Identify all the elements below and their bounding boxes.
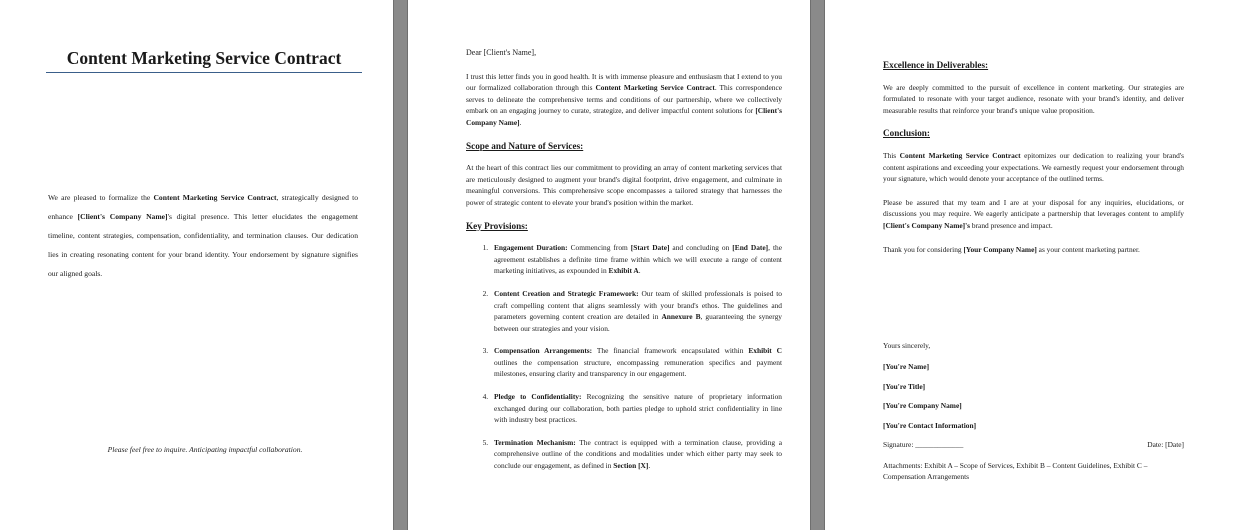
list-item: 4. Pledge to Confidentiality: Recognizing the sensitive nature of proprietary information exchanged during our collaboration, both parties pledge to uphold strict confidentiality in line with industry best practices.: [490, 391, 782, 426]
list-item: 3. Compensation Arrangements: The financial framework encapsulated within Exhibit C outlines the compensation structure, encompassing remuneration specifics and payment milestones, ensuring clarity and transparency in our engagement.: [490, 345, 782, 380]
excellence-heading: Excellence in Deliverables:: [883, 60, 989, 70]
salutation: Dear [Client's Name],: [466, 48, 537, 57]
attachments-note: Attachments: Exhibit A – Scope of Services, Exhibit B – Content Guidelines, Exhibit C – Compensation Arrangements: [883, 461, 1148, 481]
sender-company: [You're Company Name]: [883, 401, 962, 410]
page-3: [825, 0, 1244, 530]
scope-heading: Scope and Nature of Services:: [466, 140, 584, 151]
signature-line: Signature: _____________: [883, 440, 964, 449]
closing-salutation: Yours sincerely,: [883, 341, 931, 350]
scope-paragraph: At the heart of this contract lies our commitment to providing an array of content marketing services that are meticulously designed to augment your brand's digital footprint, drive engagement, and culminate in meaningful conversions. This comprehensive scope encompasses a tailored strategy that harnesses the power of strategic content to elevate your brand's position within the market.: [466, 163, 782, 207]
provisions-list: [466, 242, 782, 472]
sender-contact: [You're Contact Information]: [883, 420, 977, 430]
conclusion-paragraph-1: This Content Marketing Service Contract epitomizes our dedication to realizing your brand's content aspirations and exceeding your expectations. We earnestly request your endorsement through your signature, which would denote your acceptance of the outlined terms.: [883, 150, 1184, 184]
document-title: Content Marketing Service Contract: [46, 48, 362, 73]
list-item: 2. Content Creation and Strategic Framework: Our team of skilled professionals is poised to craft compelling content that aligns seamlessly with your brand's ethos. The guidelines and parameters governing content creation are detailed in Annexure B, guaranteeing the synergy between our strategies and your vision.: [490, 288, 782, 334]
closing-note: Please feel free to inquire. Anticipating impactful collaboration.: [107, 445, 303, 454]
conclusion-paragraph-2: Please be assured that my team and I are at your disposal for any inquiries, elucidations, or discussions you may require. We eagerly anticipate a partnership that leverages content to amplify [Client's Company Name]'s brand presence and impact.: [883, 197, 1184, 230]
signature-date-row: [883, 439, 1184, 450]
provisions-heading: Key Provisions:: [466, 220, 528, 231]
conclusion-heading: Conclusion:: [883, 128, 930, 139]
sender-title: [You're Title]: [883, 381, 926, 391]
intro-paragraph: We are pleased to formalize the Content Marketing Service Contract, strategically designed to enhance [Client's Company Name]'s digital presence. This letter elucidates the engagement timeline, content strategies, compensation, confidentiality, and termination clauses. Our dedication lies in creating resonating content for your brand identity. Your endorsement by signature signifies our aligned goals.: [48, 193, 359, 278]
excellence-paragraph: We are deeply committed to the pursuit of excellence in content marketing. Our strategies are formulated to resonate with your target audience, resonate with your brand's identity, and deliver measurable results that reinforce your brand's unique value proposition.: [883, 82, 1184, 115]
opening-paragraph: I trust this letter finds you in good health. It is with immense pleasure and enthusiasm that I extend to you our formalized collaboration through this Content Marketing Service Contract. This correspondence serves to delineate the comprehensive terms and conditions of our partnership, where we collectively embark on an engaging journey to curate, strategize, and deliver impactful content solutions for [Client's Company Name].: [466, 71, 783, 127]
page-1: [0, 0, 393, 530]
list-item: 5. Termination Mechanism: The contract is equipped with a termination clause, providing a comprehensive outline of the conditions and modalities under which either party may seek to conclude our engagement, as defined in Section [X].: [490, 437, 782, 472]
sender-name: [You're Name]: [883, 362, 930, 371]
conclusion-paragraph-3: Thank you for considering [Your Company Name] as your content marketing partner.: [883, 244, 1140, 254]
page-2: [408, 0, 810, 530]
signature-block: [883, 340, 1184, 482]
list-item: 1. Engagement Duration: Commencing from [Start Date] and concluding on [End Date], the agreement establishes a definite time frame within which we will execute a range of content marketing initiatives, as expounded in Exhibit A.: [490, 242, 782, 277]
date-line: Date: [Date]: [1147, 440, 1184, 449]
